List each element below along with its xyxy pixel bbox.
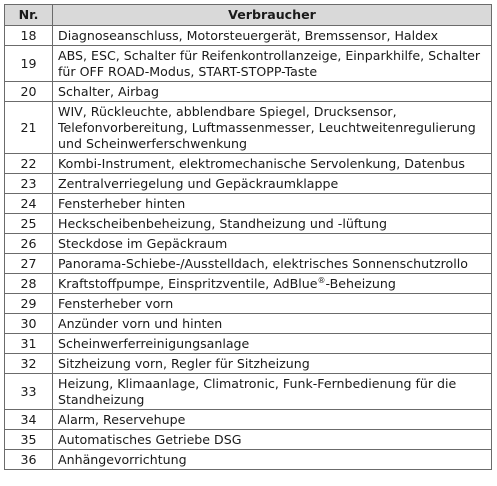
fuse-number: 35 [5, 430, 53, 450]
consumer-text: Anzünder vorn und hinten [58, 315, 223, 331]
consumer-text: Zentralverriegelung und Gepäckraumklappe [58, 175, 339, 191]
consumer-text: Automatisches Getriebe DSG [58, 431, 242, 447]
fuse-number: 28 [5, 274, 53, 294]
fuse-number: 33 [5, 374, 53, 410]
fuse-consumer [53, 102, 492, 154]
fuse-number: 18 [5, 26, 53, 46]
table-row [5, 294, 492, 314]
fuse-consumer [53, 294, 492, 314]
fuse-number: 31 [5, 334, 53, 354]
fuse-consumer [53, 82, 492, 102]
fuse-consumer [53, 194, 492, 214]
fuse-consumer [53, 450, 492, 470]
fuse-number: 30 [5, 314, 53, 334]
table-row [5, 26, 492, 46]
fuse-number: 27 [5, 254, 53, 274]
fuse-consumer [53, 46, 492, 82]
fuse-consumer [53, 254, 492, 274]
fuse-number: 34 [5, 410, 53, 430]
fuse-consumer [53, 26, 492, 46]
fuse-consumer [53, 410, 492, 430]
fuse-consumer [53, 334, 492, 354]
table-row [5, 194, 492, 214]
table-row [5, 430, 492, 450]
consumer-text: Heckscheibenbeheizung, Standheizung und -lüftung [58, 215, 387, 231]
consumer-text-suffix: -Beheizung [325, 275, 396, 291]
table-row [5, 102, 492, 154]
fuse-number: 25 [5, 214, 53, 234]
consumer-text: Alarm, Reservehupe [58, 411, 186, 427]
fuse-number: 21 [5, 102, 53, 154]
consumer-text: Schalter, Airbag [58, 83, 159, 99]
consumer-text: Anhängevorrichtung [58, 451, 187, 467]
fuse-consumer [53, 354, 492, 374]
fuse-consumer [53, 374, 492, 410]
table-row [5, 374, 492, 410]
fuse-assignment-table [4, 4, 492, 470]
table-row [5, 234, 492, 254]
fuse-number: 23 [5, 174, 53, 194]
fuse-number: 20 [5, 82, 53, 102]
consumer-text: Fensterheber hinten [58, 195, 186, 211]
fuse-number: 36 [5, 450, 53, 470]
fuse-consumer [53, 214, 492, 234]
fuse-consumer [53, 154, 492, 174]
fuse-number: 32 [5, 354, 53, 374]
table-row [5, 274, 492, 294]
table-row [5, 154, 492, 174]
table-header-row [5, 5, 492, 26]
fuse-consumer [53, 430, 492, 450]
consumer-text: Heizung, Klimaanlage, Climatronic, Funk-Fernbedienung für die Standheizung [58, 375, 457, 407]
consumer-text: ABS, ESC, Schalter für Reifenkontrollanzeige, Einparkhilfe, Schalter für OFF ROAD-Modus, START-STOPP-Taste [58, 47, 481, 79]
table-row [5, 46, 492, 82]
table-row [5, 334, 492, 354]
fuse-number: 24 [5, 194, 53, 214]
table-row [5, 354, 492, 374]
fuse-consumer [53, 274, 492, 294]
consumer-text: Scheinwerferreinigungsanlage [58, 335, 250, 351]
consumer-text: Panorama-Schiebe-/Ausstelldach, elektrisches Sonnenschutzrollo [58, 255, 468, 271]
consumer-text: Diagnoseanschluss, Motorsteuergerät, Bremssensor, Haldex [58, 27, 439, 43]
consumer-text: Steckdose im Gepäckraum [58, 235, 228, 251]
fuse-consumer [53, 174, 492, 194]
table-row [5, 174, 492, 194]
fuse-number: 26 [5, 234, 53, 254]
column-header-nr: Nr. [5, 5, 53, 26]
fuse-number: 22 [5, 154, 53, 174]
table-row [5, 450, 492, 470]
table-row [5, 314, 492, 334]
fuse-consumer [53, 234, 492, 254]
registered-mark: ® [317, 275, 326, 285]
consumer-text: Kombi-Instrument, elektromechanische Servolenkung, Datenbus [58, 155, 465, 171]
fuse-number: 19 [5, 46, 53, 82]
table-row [5, 254, 492, 274]
consumer-text: Fensterheber vorn [58, 295, 174, 311]
consumer-text: Sitzheizung vorn, Regler für Sitzheizung [58, 355, 310, 371]
consumer-text: WIV, Rückleuchte, abblendbare Spiegel, Drucksensor, Telefonvorbereitung, Luftmassenmesser, Leuchtweitenregulierung und Scheinwerferschwenkung [58, 103, 476, 151]
fuse-consumer [53, 314, 492, 334]
fuse-number: 29 [5, 294, 53, 314]
table-row [5, 214, 492, 234]
table-row [5, 410, 492, 430]
table-row [5, 82, 492, 102]
column-header-consumer: Verbraucher [53, 5, 492, 26]
consumer-text: Kraftstoffpumpe, Einspritzventile, AdBlue [58, 275, 318, 291]
table-body [5, 26, 492, 470]
